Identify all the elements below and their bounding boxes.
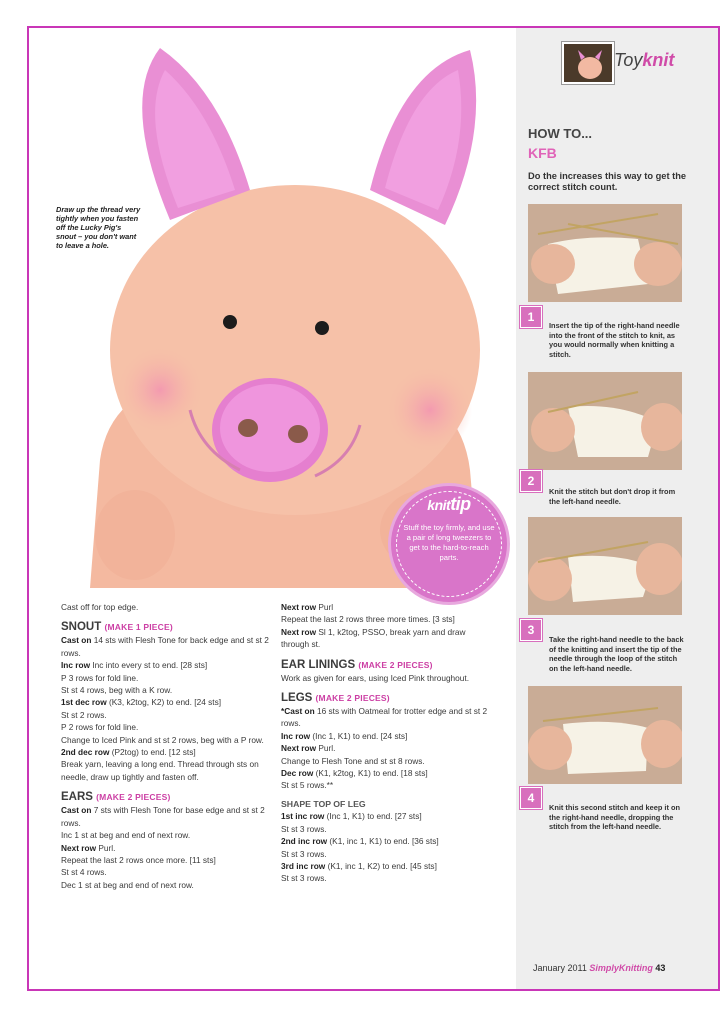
knitting-hands-icon	[528, 372, 682, 470]
pattern-line	[281, 779, 495, 791]
instruction-label: 2nd dec row	[61, 747, 110, 758]
instruction-text: St st 4 rows, beg with a K row.	[61, 685, 173, 696]
snout-subtitle: (MAKE 1 PIECE)	[104, 622, 173, 633]
pattern-line	[61, 734, 275, 746]
step-1-text: Insert the tip of the right-hand needle into the front of the stitch to knit, as you would normally when knitting a stitch.	[549, 321, 680, 359]
instruction-text: Break yarn, leaving a long end. Thread through sts on needle, draw up tightly and fasten off.	[61, 759, 259, 782]
step-2-number: 2	[520, 470, 542, 492]
pattern-line	[61, 842, 275, 854]
ears-heading	[61, 790, 275, 804]
instruction-text: Purl.	[316, 743, 336, 754]
pattern-line	[61, 634, 275, 659]
step-4-photo	[528, 686, 682, 784]
instruction-text: Purl.	[96, 842, 116, 853]
instruction-label: 3rd inc row	[281, 860, 326, 871]
instruction-label: Next row	[61, 842, 97, 853]
knit-tip-title-tip: tip	[450, 494, 471, 514]
section-brand	[614, 50, 674, 71]
brand-toy-text: Toy	[614, 50, 643, 70]
legs-heading	[281, 691, 495, 705]
knitting-hands-icon	[528, 517, 682, 615]
pattern-line	[61, 659, 275, 671]
howto-intro: Do the increases this way to get the correct stitch count.	[528, 171, 687, 192]
pattern-line	[61, 684, 275, 696]
instruction-text: (K1, inc 1, K1) to end. [36 sts]	[327, 836, 439, 847]
instruction-text: 16 sts with Oatmeal for trotter edge and st st 2 rows.	[281, 706, 488, 729]
snout-title: SNOUT	[61, 621, 102, 634]
step-2-photo	[528, 372, 682, 470]
step-3-text: Take the right-hand needle to the back of the knitting and insert the tip of the needle through the loop of the stitch on the left-hand needle.	[549, 635, 684, 673]
instruction-text: Repeat the last 2 rows three more times. [3 sts]	[281, 614, 455, 625]
instruction-label: Inc row	[61, 660, 91, 671]
instruction-text: St st 3 rows.	[281, 873, 327, 884]
ear-linings-text: Work as given for ears, using Iced Pink throughout.	[281, 672, 470, 683]
knit-tip-text: Stuff the toy firmly, and use a pair of long tweezers to get to the hard-to-reach parts.	[403, 523, 495, 562]
legs-subtitle: (MAKE 2 PIECES)	[315, 693, 390, 704]
mini-pig-icon	[564, 44, 612, 82]
ear-linings-heading	[281, 658, 495, 672]
instruction-text: Inc 1 st at beg and end of next row.	[61, 830, 191, 841]
instruction-text: Repeat the last 2 rows once more. [11 sts]	[61, 854, 216, 865]
pattern-line	[281, 742, 495, 754]
pattern-line	[281, 705, 495, 730]
ear-linings-subtitle: (MAKE 2 PIECES)	[358, 659, 433, 670]
pattern-line	[61, 672, 275, 684]
ears-title: EARS	[61, 791, 93, 804]
page-footer	[533, 963, 665, 973]
instruction-label: Dec row	[281, 768, 314, 779]
instruction-text: Change to Iced Pink and st st 2 rows, beg with a P row.	[61, 734, 264, 745]
step-3-photo	[528, 517, 682, 615]
magazine-name: SimplyKnitting	[589, 963, 653, 973]
pattern-line	[281, 730, 495, 742]
pattern-line	[281, 601, 495, 613]
knit-tip-title-knit: knit	[427, 497, 451, 513]
instruction-text: (K3, k2tog, K2) to end. [24 sts]	[106, 697, 222, 708]
shape-top-heading: SHAPE TOP OF LEG	[281, 798, 366, 809]
pattern-line	[281, 613, 495, 625]
pattern-line	[281, 872, 495, 884]
pattern-line	[281, 823, 495, 835]
snout-heading	[61, 620, 275, 634]
knitting-hands-icon	[528, 204, 682, 302]
instruction-text: Inc into every st to end. [28 sts]	[90, 660, 208, 671]
instruction-text: (K1, inc 1, K2) to end. [45 sts]	[325, 860, 437, 871]
instruction-label: Next row	[281, 602, 317, 612]
step-1-photo	[528, 204, 682, 302]
instruction-text: (Inc 1, K1) to end. [24 sts]	[310, 730, 408, 741]
instruction-text: Purl	[316, 602, 334, 612]
pattern-line	[281, 848, 495, 860]
instruction-text: 14 sts with Flesh Tone for back edge and st st 2 rows.	[61, 635, 269, 658]
knit-tip-title	[391, 494, 507, 515]
step-4-number: 4	[520, 787, 542, 809]
ear-linings-title: EAR LININGS	[281, 658, 356, 671]
pattern-line	[61, 804, 275, 829]
howto-heading: HOW TO...	[528, 126, 593, 141]
issue-date: January 2011	[533, 963, 587, 973]
step-2-text: Knit the stitch but don't drop it from the left-hand needle.	[549, 487, 676, 506]
instruction-text: P 3 rows for fold line.	[61, 672, 139, 683]
instruction-label: *Cast on	[281, 706, 315, 717]
legs-title: LEGS	[281, 692, 313, 705]
pattern-line	[61, 829, 275, 841]
instruction-text: P 2 rows for fold line.	[61, 722, 139, 733]
toyknit-logo-image	[562, 42, 614, 84]
pattern-line	[281, 835, 495, 847]
step-1-number: 1	[520, 306, 542, 328]
knitting-hands-icon	[528, 686, 682, 784]
instruction-label: Cast on	[61, 635, 92, 646]
ears-subtitle: (MAKE 2 PIECES)	[96, 792, 171, 803]
pattern-line	[61, 746, 275, 758]
instruction-text: St st 4 rows.	[61, 867, 107, 878]
pattern-line	[61, 879, 275, 891]
pattern-line	[281, 767, 495, 779]
pattern-column-2	[281, 601, 495, 885]
pattern-line	[281, 810, 495, 822]
instruction-text: Sl 1, k2tog, PSSO, break yarn and draw through st.	[281, 626, 466, 650]
pattern-column-1	[61, 601, 275, 891]
pattern-line	[281, 755, 495, 767]
instruction-label: Next row	[281, 743, 317, 754]
instruction-label: Cast on	[61, 805, 92, 816]
instruction-label: 1st dec row	[61, 697, 107, 708]
page-number: 43	[655, 963, 666, 973]
pattern-line	[61, 854, 275, 866]
pattern-line	[281, 626, 495, 651]
instruction-label: Next row	[281, 626, 317, 637]
pattern-line	[61, 709, 275, 721]
brand-knit-text: knit	[642, 50, 675, 70]
instruction-label: Inc row	[281, 730, 311, 741]
pattern-line	[61, 866, 275, 878]
pattern-line	[61, 721, 275, 733]
step-4-text: Knit this second stitch and keep it on the right-hand needle, dropping the stitch from the left-hand needle.	[549, 803, 680, 832]
instruction-label: 1st inc row	[281, 811, 325, 822]
pattern-line	[61, 758, 275, 783]
step-3-number: 3	[520, 619, 542, 641]
instruction-label: 2nd inc row	[281, 836, 328, 847]
pattern-line	[61, 696, 275, 708]
instruction-text: (K1, k2tog, K1) to end. [18 sts]	[313, 768, 428, 779]
cast-off-line: Cast off for top edge.	[61, 602, 139, 612]
instruction-text: (Inc 1, K1) to end. [27 sts]	[324, 811, 422, 822]
instruction-text: St st 3 rows.	[281, 848, 327, 859]
instruction-text: St st 3 rows.	[281, 823, 327, 834]
technique-heading: KFB	[528, 145, 557, 161]
instruction-text: Change to Flesh Tone and st st 8 rows.	[281, 755, 425, 766]
photo-caption: Draw up the thread very tightly when you fasten off the Lucky Pig's snout – you don't want to leave a hole.	[56, 205, 141, 250]
instruction-text: 7 sts with Flesh Tone for base edge and st st 2 rows.	[61, 805, 265, 828]
instruction-text: St st 2 rows.	[61, 709, 107, 720]
instruction-text: Dec 1 st at beg and end of next row.	[61, 879, 194, 890]
instruction-text: St st 5 rows.**	[281, 780, 334, 791]
instruction-text: (P2tog) to end. [12 sts]	[109, 747, 196, 758]
pattern-line	[281, 860, 495, 872]
knit-tip-badge	[391, 486, 507, 602]
